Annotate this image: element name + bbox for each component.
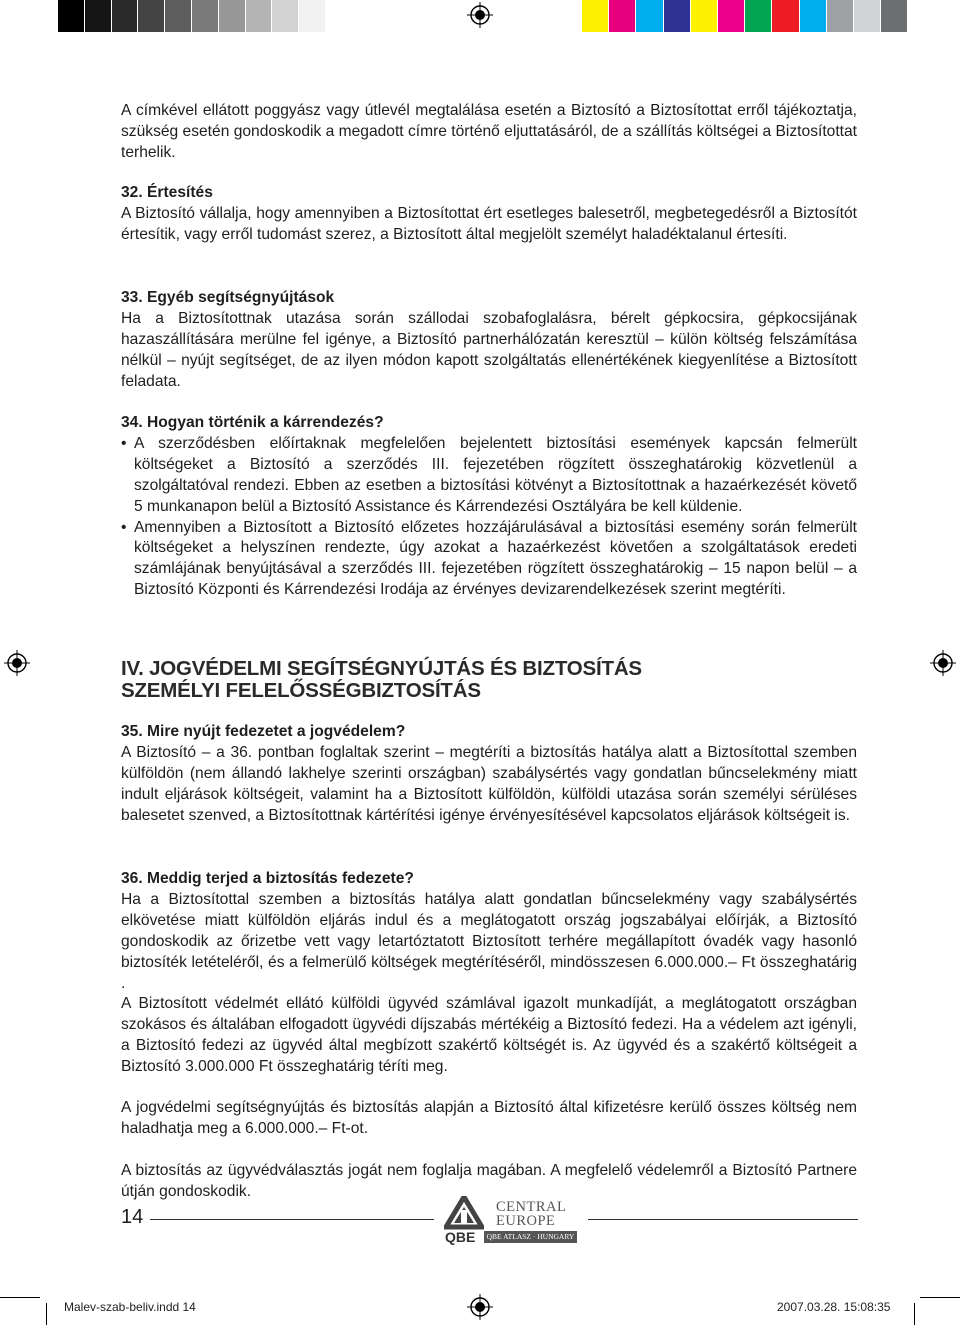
color-swatch [165,0,192,32]
color-swatch [718,0,745,32]
grayscale-color-bar [58,0,326,32]
crop-mark [0,1297,40,1298]
qbe-central-europe-logo [444,1196,579,1248]
crop-mark [920,1297,960,1298]
section-35 [121,722,857,827]
logo-central-text: CENTRAL [496,1199,567,1215]
slug-timestamp: 2007.03.28. 15:08:35 [777,1300,891,1314]
limit-section [121,1098,857,1140]
choice-paragraph: A biztosítás az ügyvédválasztás jogát nem foglalja magában. A megfelelő védelemről a Biztosító Partnere útján gondoskodik. [121,1162,857,1200]
slug-filename: Malev-szab-beliv.indd 14 [64,1300,196,1314]
section-33-text: Ha a Biztosítottnak utazása során szállodai szobafoglalásra, bérelt gépkocsira, gépkocsijának hazaszállítására merülne fel igénye, a Biztosító partnerhálózatán keresztül – külön költség felszámítása nélkül – nyújt segítséget, de az ilyen módon kapott szolgáltatás ellenértékének kiegyenlítése a Biztosított feladata. [121,309,857,390]
section-32-text: A Biztosító vállalja, hogy amennyiben a Biztosítottat ért esetleges balesetről, megbetegedésről a Biztosítót értesítik, vagy erről tudomást szerez, a Biztosított által megjelölt személyt haladéktalanul értesíti. [121,204,857,243]
bullet-text: Amennyiben a Biztosított a Biztosító előzetes hozzájárulásával a biztosítási esemény során felmerült költségeket a helyszínen rendezte, úgy azokat a hazaérkezést követően a szolgáltatások eredeti számlájának benyújtásával a szerződés III. fejezetében rögzített összeghatárokig – 15 napon belül – a Biztosító Központi és Kárrendezési Irodája az érvényes devizarendelkezések szerint megtéríti. [134,518,857,599]
crop-mark [46,1303,47,1325]
registration-mark-icon [4,650,30,676]
color-swatch [112,0,139,32]
color-swatch [582,0,609,32]
color-swatch [827,0,854,32]
color-swatch [691,0,718,32]
color-swatch [272,0,299,32]
chapter-heading-line-1: IV. JOGVÉDELMI SEGÍTSÉGNYÚJTÁS ÉS BIZTOSÍTÁS [121,657,642,680]
section-36-paragraph-2: A Biztosított védelmét ellátó külföldi ügyvéd számlával igazolt munkadíját, a meglátogatott országban szokásos és általában elfogadott ügyvédi díjszabás mértékéig a Biztosító fedezi. Ha a védelem azt igényli, a Biztosító fedezi az ügyvéd által megbízott szakértő költségét is. Az ügyvéd és a szakértő költségeit a Biztosító 3.000.000 Ft összeghatárig téríti meg. [121,995,857,1076]
crop-mark [914,1303,915,1325]
section-32 [121,183,857,246]
footer-rule-right [588,1219,858,1220]
color-swatch [246,0,273,32]
logo-europe-text: EUROPE [496,1213,556,1229]
color-swatch [192,0,219,32]
color-swatch [800,0,827,32]
color-swatch [299,0,326,32]
color-swatch [138,0,165,32]
color-swatch [219,0,246,32]
color-swatch [58,0,85,32]
registration-mark-icon [467,2,493,28]
color-swatch [881,0,908,32]
color-swatch [745,0,772,32]
section-36 [121,869,857,1078]
logo-band-text: QBE ATLASZ · HUNGARY [484,1231,577,1243]
section-33 [121,288,857,393]
list-item [121,434,857,518]
chapter-heading-line-2: SZEMÉLYI FELELŐSSÉGBIZTOSÍTÁS [121,679,481,702]
color-swatch [772,0,799,32]
bullet-text: A szerződésben előírtaknak megfelelően bejelentett biztosítási események kapcsán felmerült költségeket a Biztosító a szerződés III. fejezetében rögzített összeghatárokig közvetlenül a szolgáltatóval rendezi. Ebben az esetben a biztosítási kötvényt a Biztosítottnak a hazaérkezését követő 5 munkanapon belül a Biztosító Assistance és Kárrendezési Osztályára be kell küldenie. [134,434,857,515]
bullet-icon: • [121,518,127,536]
color-swatch [609,0,636,32]
section-35-text: A Biztosító – a 36. pontban foglaltak szerint – megtéríti a biztosítás hatálya alatt a Biztosítottal szemben külföldön (nem állandó lakhelye szerinti országban) szabálysértés vagy gondatlan bűncselekmény miatt indult eljárások költségeit, valamint ha a Biztosított külföldön, külföldi utazása során személyi sérüléses balesetet szenved, a Biztosítottnak kártérítési igénye érvényesítésével kapcsolatos eljárások költségeit is. [121,743,857,824]
color-swatch [854,0,881,32]
color-swatch [664,0,691,32]
section-35-heading: 35. Mire nyújt fedezetet a jogvédelem? [121,723,406,740]
section-36-heading: 36. Meddig terjed a biztosítás fedezete? [121,870,414,887]
color-swatch [636,0,663,32]
color-swatch [85,0,112,32]
intro-section [121,101,857,164]
section-33-heading: 33. Egyéb segítségnyújtások [121,289,335,306]
limit-paragraph: A jogvédelmi segítségnyújtás és biztosítás alapján a Biztosító által kifizetésre kerülő összes költség nem haladhatja meg a 6.000.000.– Ft-ot. [121,1099,857,1137]
bullet-icon: • [121,434,127,452]
chapter-heading [121,658,857,702]
footer-rule-left [150,1219,434,1220]
logo-qbe-text: QBE [445,1229,476,1245]
process-color-bar [582,0,908,32]
section-34 [121,413,857,601]
list-item [121,518,857,602]
qbe-emblem-icon [444,1196,484,1230]
section-34-heading: 34. Hogyan történik a kárrendezés? [121,414,384,431]
section-32-heading: 32. Értesítés [121,184,213,201]
intro-paragraph: A címkével ellátott poggyász vagy útlevél megtalálása esetén a Biztosító a Biztosítottat erről tájékoztatja, szükség esetén gondoskodik a megadott címre történő eljuttatásáról, de a szállítás költségei a Biztosítottat terhelik. [121,102,857,161]
registration-mark-icon [467,1294,493,1320]
page-number: 14 [121,1206,144,1228]
section-36-paragraph-1: Ha a Biztosítottal szemben a biztosítás hatálya alatt gondatlan bűncselekmény vagy szabálysértés elkövetése miatt külföldön eljárás indul és a meglátogatott ország jogszabályai előírják, a Biztosító gondoskodik az őrizetbe vett vagy letartóztatott Biztosított terhére megállapított óvadék vagy hasonló biztosíték letételéről, és a felmerülő költségek megtérítéséről, mindösszesen 6.000.000.– Ft összeghatárig . [121,890,857,992]
registration-mark-icon [930,650,956,676]
